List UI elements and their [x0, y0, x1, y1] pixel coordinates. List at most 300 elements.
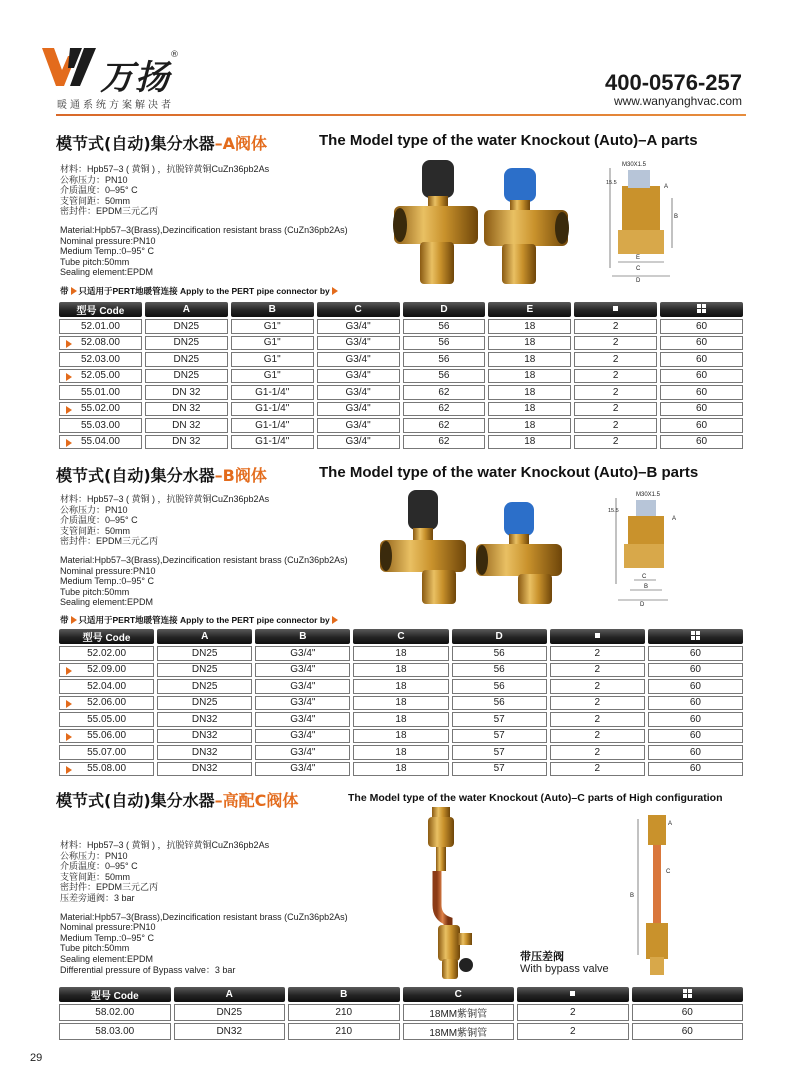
diagram-label-a: A	[668, 821, 673, 827]
cell-q1: 2	[574, 435, 657, 450]
cell-d: 57	[452, 745, 547, 760]
spec-line: 密封件：EPDM三元乙丙	[60, 882, 159, 893]
spec-line: Tube pitch:50mm	[60, 586, 130, 597]
cell-q1: 2	[550, 745, 645, 760]
table-row	[59, 369, 743, 384]
cell-code-text: 55.08.00	[87, 763, 127, 775]
section-b-product-photo	[378, 488, 574, 608]
spec-line: 介质温度：0–95° C	[60, 185, 138, 196]
cell-code	[59, 745, 154, 760]
cell-code-text: 55.03.00	[80, 419, 120, 431]
cell-b: G1"	[231, 369, 314, 384]
cell-code	[59, 679, 154, 694]
cell-q1: 2	[550, 712, 645, 727]
header-divider	[56, 114, 746, 116]
section-a-title	[56, 131, 267, 154]
cell-d: 56	[403, 369, 486, 384]
cell-b: G1"	[231, 352, 314, 367]
spec-line: 公称压力：PN10	[60, 850, 128, 861]
cell-b: G1"	[231, 319, 314, 334]
cell-a: DN32	[157, 745, 252, 760]
section-b-title	[56, 463, 267, 486]
diagram-label-a: A	[672, 516, 677, 522]
cell-b: G3/4"	[255, 762, 350, 777]
cell-code	[59, 402, 142, 417]
spec-line: 介质温度：0–95° C	[60, 515, 138, 526]
table-row	[59, 385, 743, 400]
table-row	[59, 1023, 743, 1040]
cell-q1: 2	[574, 402, 657, 417]
brand-slogan: 暖通系统方案解决者	[57, 100, 174, 111]
cell-e: 18	[488, 418, 571, 433]
cell-code-text: 52.04.00	[87, 680, 127, 692]
spec-line: Nominal pressure:PN10	[60, 922, 156, 933]
cell-q1: 2	[517, 1004, 629, 1021]
cell-q1: 2	[517, 1023, 629, 1040]
spec-line: 材料：Hpb57–3 ( 黄铜 ) ，抗脱锌黄铜CuZn36pb2As	[60, 164, 270, 174]
section-b-spec	[60, 494, 348, 608]
table-row	[59, 762, 743, 777]
cell-a: DN 32	[145, 435, 228, 450]
cell-e: 18	[488, 352, 571, 367]
cell-code-text: 52.03.00	[80, 353, 120, 365]
cell-d: 57	[452, 712, 547, 727]
table-row	[59, 712, 743, 727]
section-c-dimension-diagram	[624, 805, 694, 983]
spec-line: Medium Temp.:0–95° C	[60, 246, 154, 257]
cell-c: 18MM紫铜管	[403, 1023, 515, 1040]
cell-a: DN 32	[145, 418, 228, 433]
cell-b: 210	[288, 1023, 400, 1040]
col-code: 型号 Code	[59, 302, 142, 317]
section-b-table-body	[59, 646, 743, 776]
table-row	[59, 745, 743, 760]
cell-b: G3/4"	[255, 696, 350, 711]
col-b: B	[255, 629, 350, 644]
bypass-valve-label-cn: 带压差阀	[520, 950, 564, 963]
diagram-label-c: C	[636, 266, 641, 272]
cell-code	[59, 336, 142, 351]
spec-line: 压差旁通阀：3 bar	[60, 892, 135, 903]
cell-b: G3/4"	[255, 712, 350, 727]
cell-q2: 60	[660, 369, 743, 384]
table-row	[59, 402, 743, 417]
orange-triangle-icon	[71, 616, 77, 624]
orange-triangle-icon	[332, 287, 338, 295]
grid-box-icon	[691, 631, 700, 640]
cell-a: DN25	[157, 679, 252, 694]
cell-q2: 60	[660, 402, 743, 417]
section-a-table-body	[59, 319, 743, 449]
cell-d: 57	[452, 729, 547, 744]
cell-code	[59, 435, 142, 450]
cell-code-text: 52.06.00	[87, 697, 127, 709]
section-a-title-accent: –A阀体	[214, 134, 268, 153]
cell-b: G1-1/4"	[231, 435, 314, 450]
col-d: D	[452, 629, 547, 644]
cell-a: DN25	[157, 696, 252, 711]
cell-q2: 60	[660, 352, 743, 367]
cell-a: DN25	[145, 352, 228, 367]
orange-triangle-icon	[66, 340, 72, 348]
cell-a: DN25	[157, 663, 252, 678]
orange-triangle-icon	[66, 373, 72, 381]
cell-c: 18	[353, 745, 448, 760]
col-c: C	[317, 302, 400, 317]
col-a: A	[174, 987, 286, 1002]
cell-d: 56	[452, 663, 547, 678]
small-square-icon	[613, 306, 618, 311]
cell-d: 62	[403, 418, 486, 433]
cell-q1: 2	[574, 418, 657, 433]
website-link[interactable]: www.wanyanghvac.com	[613, 94, 742, 108]
cell-b: G1-1/4"	[231, 385, 314, 400]
cell-b: G1-1/4"	[231, 418, 314, 433]
cell-code	[59, 729, 154, 744]
apply-prefix: 带	[60, 615, 69, 625]
wy-logo-icon	[40, 44, 98, 90]
section-c-product-photo	[424, 805, 488, 983]
cell-code-text: 58.02.00	[95, 1007, 135, 1018]
cell-c: G3/4"	[317, 435, 400, 450]
col-a: A	[145, 302, 228, 317]
cell-code-text: 55.04.00	[80, 436, 120, 448]
cell-d: 56	[403, 319, 486, 334]
cell-code	[59, 712, 154, 727]
table-row	[59, 696, 743, 711]
diagram-label-d: D	[636, 278, 641, 284]
cell-code	[59, 1004, 171, 1021]
orange-triangle-icon	[66, 439, 72, 447]
cell-q2: 60	[660, 336, 743, 351]
cell-c: 18	[353, 762, 448, 777]
cell-c: 18	[353, 679, 448, 694]
orange-triangle-icon	[66, 700, 72, 708]
col-b: B	[288, 987, 400, 1002]
cell-code-text: 52.05.00	[80, 370, 120, 382]
cell-e: 18	[488, 385, 571, 400]
section-c-title	[56, 788, 298, 811]
spec-line: Material:Hpb57–3(Brass),Dezincification resistant brass (CuZn36pb2As)	[60, 554, 348, 565]
grid-box-icon	[683, 989, 692, 998]
diagram-label-c: C	[642, 574, 647, 580]
spec-line: Sealing element:EPDM	[60, 267, 154, 278]
col-a: A	[157, 629, 252, 644]
spec-line: Tube pitch:50mm	[60, 256, 130, 267]
orange-triangle-icon	[332, 616, 338, 624]
cell-code	[59, 369, 142, 384]
cell-b: G3/4"	[255, 729, 350, 744]
cell-q1: 2	[550, 696, 645, 711]
cell-q2: 60	[632, 1004, 744, 1021]
table-row	[59, 1004, 743, 1021]
cell-c: 18	[353, 729, 448, 744]
section-c-title-en: The Model type of the water Knockout (Auto)–C parts of High configuration	[348, 792, 723, 804]
col-qty-small	[550, 629, 645, 644]
cell-code-text: 55.05.00	[87, 713, 127, 725]
cell-code-text: 55.07.00	[87, 746, 127, 758]
apply-text: 只适用于PERT地暖管连接 Apply to the PERT pipe connector by	[78, 286, 330, 296]
cell-code	[59, 319, 142, 334]
spec-line: 支管间距：50mm	[60, 871, 131, 882]
spec-line: Medium Temp.:0–95° C	[60, 576, 154, 587]
cell-a: DN32	[157, 729, 252, 744]
cell-d: 62	[403, 385, 486, 400]
cell-a: DN25	[174, 1004, 286, 1021]
table-row	[59, 663, 743, 678]
spec-line: Medium Temp.:0–95° C	[60, 932, 154, 943]
col-b: B	[231, 302, 314, 317]
cell-d: 56	[403, 336, 486, 351]
cell-a: DN32	[174, 1023, 286, 1040]
diagram-label-a: A	[664, 184, 669, 190]
table-header-row	[59, 629, 743, 644]
cell-code	[59, 762, 154, 777]
table-row	[59, 336, 743, 351]
cell-d: 57	[452, 762, 547, 777]
cell-a: DN 32	[145, 402, 228, 417]
cell-b: G1"	[231, 336, 314, 351]
section-c-title-main: 模节式(自动)集分水器	[56, 791, 215, 810]
col-qty-box	[648, 629, 743, 644]
cell-d: 56	[452, 646, 547, 661]
spec-line: 材料：Hpb57–3 ( 黄铜 ) ，抗脱锌黄铜CuZn36pb2As	[60, 494, 270, 504]
col-code: 型号 Code	[59, 987, 171, 1002]
cell-q2: 60	[648, 745, 743, 760]
orange-triangle-icon	[66, 667, 72, 675]
cell-c: G3/4"	[317, 385, 400, 400]
table-row	[59, 435, 743, 450]
col-code: 型号 Code	[59, 629, 154, 644]
cell-a: DN32	[157, 712, 252, 727]
cell-q2: 60	[648, 762, 743, 777]
spec-line: 公称压力：PN10	[60, 174, 128, 185]
cell-b: G3/4"	[255, 663, 350, 678]
cell-c: 18	[353, 696, 448, 711]
brand-name: 万扬	[100, 58, 170, 98]
cell-q2: 60	[660, 418, 743, 433]
section-b-apply-note	[60, 614, 340, 626]
section-a-spec	[60, 164, 348, 278]
cell-c: G3/4"	[317, 418, 400, 433]
cell-b: 210	[288, 1004, 400, 1021]
cell-c: 18	[353, 663, 448, 678]
cell-c: 18	[353, 646, 448, 661]
cell-q1: 2	[574, 352, 657, 367]
cell-q1: 2	[550, 646, 645, 661]
cell-b: G3/4"	[255, 745, 350, 760]
cell-a: DN25	[145, 319, 228, 334]
section-b-title-accent: –B阀体	[214, 466, 267, 485]
cell-e: 18	[488, 369, 571, 384]
spec-line: Nominal pressure:PN10	[60, 565, 156, 576]
cell-code	[59, 1023, 171, 1040]
cell-code	[59, 696, 154, 711]
cell-code	[59, 385, 142, 400]
diagram-label-thread: M30X1.5	[636, 492, 661, 498]
cell-q1: 2	[574, 385, 657, 400]
cell-q1: 2	[574, 369, 657, 384]
bypass-valve-label-en: With bypass valve	[520, 963, 609, 975]
diagram-label-b: B	[630, 893, 635, 899]
cell-d: 56	[403, 352, 486, 367]
registered-mark: ®	[170, 50, 179, 60]
orange-triangle-icon	[66, 406, 72, 414]
cell-e: 18	[488, 319, 571, 334]
cell-q1: 2	[574, 336, 657, 351]
cell-code-text: 55.06.00	[87, 730, 127, 742]
col-qty-small	[517, 987, 629, 1002]
section-a-dimension-diagram	[598, 158, 690, 284]
cell-c: 18	[353, 712, 448, 727]
cell-code	[59, 418, 142, 433]
cell-code	[59, 663, 154, 678]
spec-line: 支管间距：50mm	[60, 195, 131, 206]
spec-line: Nominal pressure:PN10	[60, 235, 156, 246]
cell-a: DN32	[157, 762, 252, 777]
cell-q2: 60	[648, 646, 743, 661]
cell-code-text: 52.09.00	[87, 664, 127, 676]
cell-b: G3/4"	[255, 679, 350, 694]
col-c: C	[353, 629, 448, 644]
spec-line: 介质温度：0–95° C	[60, 861, 138, 872]
spec-line: 密封件：EPDM三元乙丙	[60, 536, 159, 547]
cell-e: 18	[488, 402, 571, 417]
apply-text: 只适用于PERT地暖管连接 Apply to the PERT pipe connector by	[78, 615, 330, 625]
spec-line: Sealing element:EPDM	[60, 597, 154, 608]
col-qty-box	[632, 987, 744, 1002]
section-a-apply-note	[60, 285, 340, 297]
section-b-title-en: The Model type of the water Knockout (Auto)–B parts	[319, 464, 699, 481]
cell-e: 18	[488, 435, 571, 450]
cell-q1: 2	[550, 663, 645, 678]
table-row	[59, 418, 743, 433]
hotline-number: 400-0576-257	[604, 70, 742, 95]
cell-q1: 2	[550, 729, 645, 744]
diagram-label-c: C	[666, 869, 671, 875]
col-qty-box	[660, 302, 743, 317]
cell-code-text: 55.01.00	[80, 386, 120, 398]
table-row	[59, 729, 743, 744]
spec-line: Material:Hpb57–3(Brass),Dezincification resistant brass (CuZn36pb2As)	[60, 911, 348, 922]
cell-q2: 60	[660, 435, 743, 450]
section-a-title-en: The Model type of the water Knockout (Auto)–A parts	[319, 132, 698, 149]
diagram-label-thread: M30X1.5	[622, 162, 647, 168]
spec-line: 支管间距：50mm	[60, 525, 131, 536]
cell-b: G1-1/4"	[231, 402, 314, 417]
col-d: D	[403, 302, 486, 317]
cell-d: 56	[452, 696, 547, 711]
cell-c: G3/4"	[317, 336, 400, 351]
orange-triangle-icon	[66, 766, 72, 774]
cell-code	[59, 352, 142, 367]
diagram-label-b: B	[644, 584, 649, 590]
spec-line: 公称压力：PN10	[60, 504, 128, 515]
small-square-icon	[570, 991, 575, 996]
diagram-label-b: B	[674, 214, 679, 220]
cell-q2: 60	[660, 385, 743, 400]
cell-code-text: 55.02.00	[80, 403, 120, 415]
cell-q1: 2	[574, 319, 657, 334]
spec-line: 密封件：EPDM三元乙丙	[60, 206, 159, 217]
cell-e: 18	[488, 336, 571, 351]
cell-code	[59, 646, 154, 661]
cell-c: G3/4"	[317, 369, 400, 384]
cell-d: 56	[452, 679, 547, 694]
cell-q1: 2	[550, 762, 645, 777]
table-header-row	[59, 987, 743, 1002]
cell-a: DN25	[145, 336, 228, 351]
cell-q2: 60	[648, 679, 743, 694]
section-b-dimension-diagram	[606, 488, 690, 606]
cell-d: 62	[403, 402, 486, 417]
cell-c: G3/4"	[317, 319, 400, 334]
section-b-title-main: 模节式(自动)集分水器	[56, 466, 215, 485]
cell-b: G3/4"	[255, 646, 350, 661]
cell-c: G3/4"	[317, 352, 400, 367]
cell-a: DN 32	[145, 385, 228, 400]
spec-line: Tube pitch:50mm	[60, 943, 130, 954]
grid-box-icon	[697, 304, 706, 313]
table-row	[59, 352, 743, 367]
section-b-spec-table	[56, 627, 746, 778]
table-row	[59, 679, 743, 694]
cell-d: 62	[403, 435, 486, 450]
cell-code-text: 52.01.00	[80, 320, 120, 332]
diagram-label-e: E	[636, 255, 641, 261]
section-a-title-main: 模节式(自动)集分水器	[56, 134, 215, 153]
diagram-label-d: D	[640, 602, 645, 606]
small-square-icon	[595, 633, 600, 638]
table-header-row	[59, 302, 743, 317]
col-qty-small	[574, 302, 657, 317]
apply-prefix: 带	[60, 286, 69, 296]
col-e: E	[488, 302, 571, 317]
cell-q2: 60	[648, 712, 743, 727]
table-row	[59, 646, 743, 661]
cell-c: G3/4"	[317, 402, 400, 417]
cell-q2: 60	[648, 696, 743, 711]
section-a-product-photo	[392, 158, 572, 288]
section-c-spec-table	[56, 985, 746, 1042]
diagram-label-h: 15.5	[608, 508, 619, 514]
section-a-spec-table	[56, 300, 746, 451]
section-c-table-body	[59, 1004, 743, 1040]
cell-c: 18MM紫铜管	[403, 1004, 515, 1021]
cell-code-text: 58.03.00	[95, 1026, 135, 1037]
section-c-spec	[60, 840, 348, 975]
page-number: 29	[30, 1052, 43, 1064]
cell-q2: 60	[648, 663, 743, 678]
cell-q2: 60	[632, 1023, 744, 1040]
spec-line: Differential pressure of Bypass valve：3 bar	[60, 964, 236, 975]
section-c-title-accent: –高配C阀体	[214, 791, 299, 810]
orange-triangle-icon	[71, 287, 77, 295]
table-row	[59, 319, 743, 334]
col-c: C	[403, 987, 515, 1002]
diagram-label-h: 15.5	[606, 180, 617, 186]
cell-code-text: 52.02.00	[87, 647, 127, 659]
cell-q2: 60	[660, 319, 743, 334]
spec-line: Sealing element:EPDM	[60, 953, 154, 964]
cell-a: DN25	[157, 646, 252, 661]
cell-q1: 2	[550, 679, 645, 694]
cell-q2: 60	[648, 729, 743, 744]
orange-triangle-icon	[66, 733, 72, 741]
cell-a: DN25	[145, 369, 228, 384]
cell-code-text: 52.08.00	[80, 337, 120, 349]
spec-line: Material:Hpb57–3(Brass),Dezincification resistant brass (CuZn36pb2As)	[60, 224, 348, 235]
